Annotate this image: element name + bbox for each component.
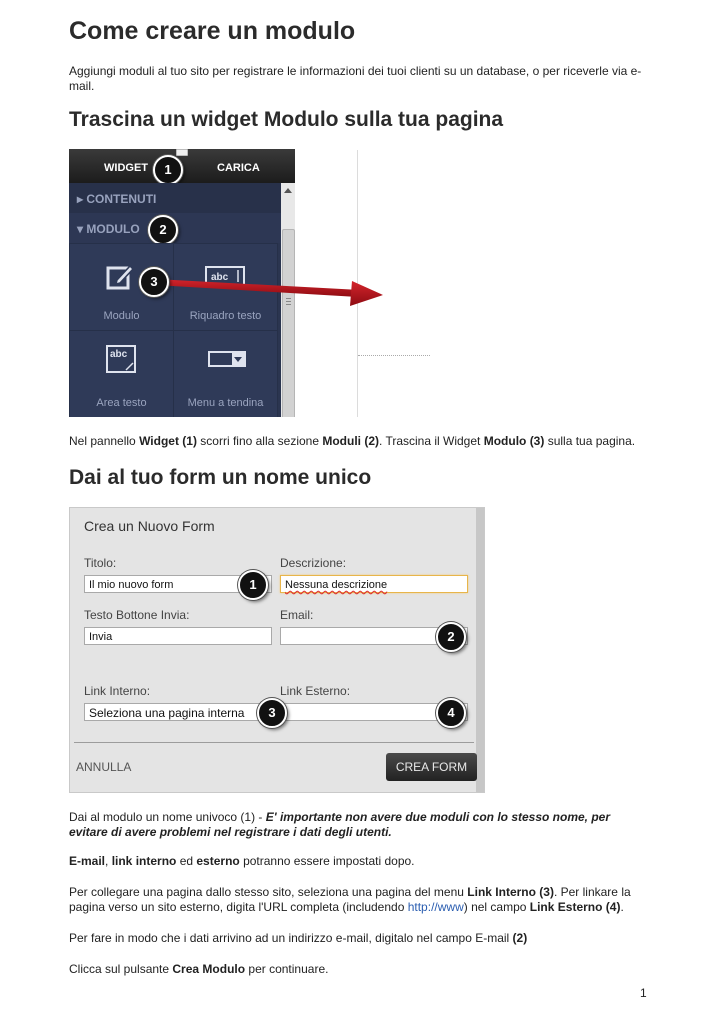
- dialog-badge-1: 1: [238, 570, 268, 600]
- crea-form-button[interactable]: CREA FORM: [386, 753, 477, 781]
- section-contenuti[interactable]: [69, 183, 285, 214]
- section1-caption: Nel pannello Widget (1) scorri fino alla sezione Moduli (2). Trascina il Widget Modulo (3) sulla tua pagina.: [69, 434, 636, 448]
- text-area-icon: [106, 345, 136, 373]
- link-http-www[interactable]: http://www: [407, 900, 464, 914]
- widget-area-testo-label: Area testo: [96, 397, 147, 409]
- widget-menu-tendina[interactable]: [173, 330, 278, 417]
- scrollbar-thumb[interactable]: [282, 229, 295, 417]
- label-testo-bottone: Testo Bottone Invia:: [84, 608, 190, 622]
- tab-carica[interactable]: CARICA: [217, 162, 260, 174]
- section-contenuti-label: ▸ CONTENUTI: [77, 192, 157, 206]
- tab-widget[interactable]: WIDGET: [104, 162, 148, 174]
- annulla-button[interactable]: ANNULLA: [76, 760, 132, 774]
- drag-arrow-icon: [140, 262, 390, 312]
- dialog-edge: [476, 508, 484, 792]
- label-titolo: Titolo:: [84, 556, 117, 570]
- page-title: Come creare un modulo: [69, 17, 356, 45]
- page-number: 1: [640, 986, 647, 1000]
- descrizione-input[interactable]: Nessuna descrizione: [280, 575, 468, 593]
- scroll-up-icon[interactable]: [284, 187, 292, 193]
- titolo-input[interactable]: Il mio nuovo form: [84, 575, 272, 593]
- create-form-dialog: [69, 507, 485, 793]
- label-link-esterno: Link Esterno:: [280, 684, 351, 698]
- svg-text:abc: abc: [110, 349, 128, 360]
- widget-modulo-label: Modulo: [103, 310, 140, 322]
- para-impostazioni: E-mail, link interno ed esterno potranno essere impostati dopo.: [69, 854, 415, 868]
- para-email: Per fare in modo che i dati arrivino ad un indirizzo e-mail, digitalo nel campo E-mail (2): [69, 931, 528, 945]
- dropdown-icon: [208, 351, 246, 367]
- drag-handle[interactable]: [176, 149, 188, 156]
- section1-heading: Trascina un widget Modulo sulla tua pagina: [69, 108, 504, 131]
- dialog-badge-3: 3: [257, 698, 287, 728]
- label-descrizione: Descrizione:: [280, 556, 347, 570]
- svg-text:abc: abc: [211, 272, 229, 283]
- edit-form-icon: [105, 262, 135, 292]
- widget-menu-tendina-label: Menu a tendina: [187, 397, 264, 409]
- dialog-badge-2: 2: [436, 622, 466, 652]
- para-link: Per collegare una pagina dallo stesso sito, seleziona una pagina del menu Link Interno (3). Per linkare la pagina verso un sito esterno, digita l'URL completa (includendo http://www) nel campo Link Esterno (4).: [69, 885, 631, 914]
- dialog-title: Crea un Nuovo Form: [84, 518, 215, 534]
- badge-2: 2: [148, 215, 178, 245]
- intro-text: Aggiungi moduli al tuo sito per registrare le informazioni dei tuoi clienti su un database, o per riceverle via e-mail.: [69, 64, 642, 93]
- badge-1: 1: [153, 155, 183, 185]
- para-nome-univoco: Dai al modulo un nome univoco (1) - E' importante non avere due moduli con lo stesso nome, per evitare di avere problemi nel registrare i dati degli utenti.: [69, 810, 611, 839]
- link-interno-select[interactable]: Seleziona una pagina interna: [84, 703, 272, 721]
- widget-riquadro-testo-label: Riquadro testo: [189, 310, 262, 322]
- page-guide-line: [358, 355, 430, 356]
- testo-bottone-input[interactable]: Invia: [84, 627, 272, 645]
- dialog-separator: [74, 742, 474, 743]
- para-crea-modulo: Clicca sul pulsante Crea Modulo per continuare.: [69, 962, 329, 976]
- label-link-interno: Link Interno:: [84, 684, 151, 698]
- dialog-badge-4: 4: [436, 698, 466, 728]
- widget-area-testo[interactable]: [69, 330, 174, 417]
- section-modulo-label: ▾ MODULO: [77, 222, 140, 236]
- label-email: Email:: [280, 608, 314, 622]
- badge-3: 3: [139, 267, 169, 297]
- section2-heading: Dai al tuo form un nome unico: [69, 466, 372, 489]
